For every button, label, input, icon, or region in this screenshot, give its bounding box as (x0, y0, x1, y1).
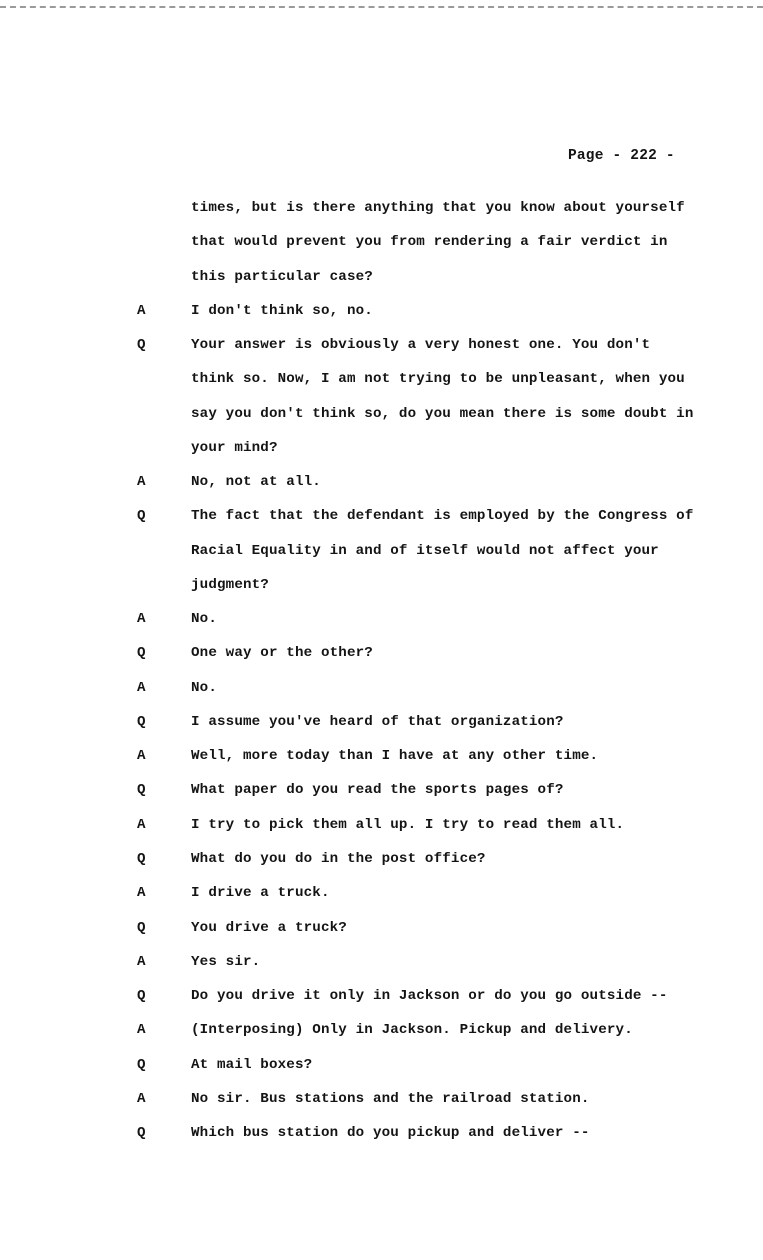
speaker-label: Q (137, 337, 146, 353)
line-text: Your answer is obviously a very honest one. You don't (191, 337, 651, 353)
speaker-label: Q (137, 988, 146, 1004)
transcript-line (0, 782, 763, 802)
line-text: No. (191, 679, 217, 696)
line-text: I drive a truck. (191, 885, 330, 902)
speaker-label: Q (137, 850, 146, 867)
line-text: think so. Now, I am not trying to be unpleasant, when you (191, 371, 685, 388)
transcript-line (0, 234, 763, 254)
line-text: What paper do you read the sports pages of? (191, 782, 564, 799)
transcript-line (0, 508, 763, 528)
speaker-label: A (137, 474, 146, 491)
line-text: that would prevent you from rendering a fair verdict in (191, 234, 668, 251)
line-text: say you don't think so, do you mean there is some doubt in (191, 405, 694, 422)
transcript-line (0, 440, 763, 460)
transcript-line (0, 474, 763, 494)
line-text: At mail boxes? (191, 1056, 313, 1073)
line-text: No. (191, 611, 217, 628)
transcript-line (0, 851, 763, 871)
line-text: You drive a truck? (191, 919, 347, 936)
page-top-edge (0, 0, 763, 8)
transcript-line (0, 748, 763, 768)
line-text: No sir. Bus stations and the railroad station. (191, 1090, 590, 1107)
line-text: The fact that the defendant is employed by the Congress of (191, 508, 694, 525)
transcript-line (0, 269, 763, 289)
transcript-line (0, 1091, 763, 1111)
transcript-line (0, 1125, 763, 1145)
transcript-line (0, 954, 763, 974)
transcript-line (0, 200, 763, 220)
transcript-line (0, 337, 763, 357)
transcript-line (0, 577, 763, 597)
speaker-label: Q (137, 1056, 146, 1073)
speaker-label: Q (137, 645, 146, 662)
line-text: Which bus station do you pickup and deliver -- (191, 1125, 590, 1141)
line-text: times, but is there anything that you know about yourself (191, 200, 685, 216)
line-text: I don't think so, no. (191, 302, 373, 319)
transcript-line (0, 645, 763, 665)
line-text: I assume you've heard of that organization? (191, 713, 564, 730)
transcript-line (0, 1022, 763, 1042)
speaker-label: A (137, 679, 146, 696)
line-text: (Interposing) Only in Jackson. Pickup and delivery. (191, 1022, 633, 1039)
speaker-label: Q (137, 1125, 146, 1141)
speaker-label: Q (137, 713, 146, 730)
transcript-line (0, 543, 763, 563)
transcript-line (0, 1057, 763, 1077)
transcript-line (0, 680, 763, 700)
speaker-label: Q (137, 919, 146, 936)
speaker-label: A (137, 302, 146, 319)
transcript-line (0, 988, 763, 1008)
line-text: Well, more today than I have at any other time. (191, 748, 599, 765)
line-text: No, not at all. (191, 474, 321, 491)
line-text: this particular case? (191, 268, 373, 285)
line-text: judgment? (191, 576, 269, 593)
speaker-label: A (137, 611, 146, 628)
speaker-label: A (137, 1090, 146, 1107)
line-text: One way or the other? (191, 645, 373, 662)
transcript-line (0, 885, 763, 905)
transcript-line (0, 303, 763, 323)
speaker-label: A (137, 816, 146, 833)
line-text: What do you do in the post office? (191, 850, 486, 867)
transcript-line (0, 920, 763, 940)
line-text: Do you drive it only in Jackson or do you go outside -- (191, 988, 668, 1004)
transcript-line (0, 817, 763, 837)
speaker-label: Q (137, 508, 146, 525)
speaker-label: A (137, 885, 146, 902)
line-text: Racial Equality in and of itself would not affect your (191, 542, 659, 559)
transcript-line (0, 371, 763, 391)
transcript-line (0, 406, 763, 426)
transcript-line (0, 611, 763, 631)
page-number: Page - 222 - (568, 148, 675, 164)
speaker-label: A (137, 748, 146, 765)
line-text: Yes sir. (191, 953, 261, 970)
speaker-label: A (137, 1022, 146, 1039)
speaker-label: Q (137, 782, 146, 799)
line-text: your mind? (191, 439, 278, 456)
transcript-line (0, 714, 763, 734)
line-text: I try to pick them all up. I try to read them all. (191, 816, 625, 833)
speaker-label: A (137, 953, 146, 970)
